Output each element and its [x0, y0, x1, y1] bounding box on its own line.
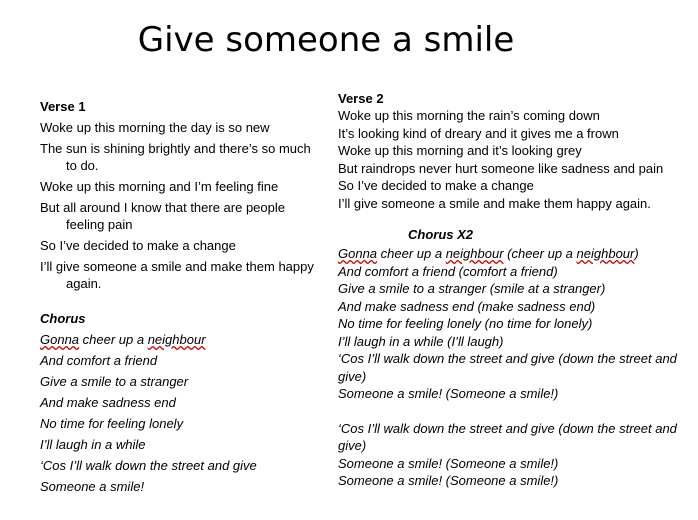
spellcheck-word: neighbour [576, 246, 635, 261]
chorus-x2-line: I’ll laugh in a while (I’ll laugh) [338, 333, 504, 349]
verse-1-line: Woke up this morning the day is so new [40, 120, 270, 135]
verse-1-line: The sun is shining brightly and there’s so much to do. [40, 141, 311, 173]
chorus-line: ‘Cos I’ll walk down the street and give [40, 458, 257, 473]
spellcheck-word: neighbour [147, 332, 206, 347]
verse-1-heading: Verse 1 [40, 99, 86, 114]
chorus-line: And comfort a friend [40, 353, 158, 368]
chorus-line: No time for feeling lonely [40, 416, 184, 431]
verse-1-line: But all around I know that there are people feeling pain [40, 200, 285, 232]
chorus-x2-text: (cheer up a [503, 246, 577, 261]
chorus-x2-line: And comfort a friend (comfort a friend) [338, 263, 558, 279]
chorus-text: cheer up a [79, 332, 148, 347]
verse-2-line: Woke up this morning and it’s looking grey [338, 143, 582, 158]
page-title: Give someone a smile [137, 20, 515, 60]
verse-1-line: I’ll give someone a smile and make them happy again. [40, 259, 314, 291]
right-column [338, 90, 683, 490]
chorus-line: And make sadness end [40, 395, 176, 410]
chorus-x2-line [338, 245, 683, 263]
spellcheck-word: neighbour [445, 246, 504, 261]
verse-1-line: Woke up this morning and I’m feeling fine [40, 179, 279, 194]
verse-2-line: I’ll give someone a smile and make them happy again. [338, 195, 651, 211]
chorus-x2-line: And make sadness end (make sadness end) [338, 298, 596, 314]
spacer [338, 212, 683, 224]
verse-2-line: It’s looking kind of dreary and it gives me a frown [338, 125, 619, 141]
chorus-line: I’ll laugh in a while [40, 437, 146, 452]
chorus-x2-text: cheer up a [377, 246, 446, 261]
spellcheck-word: Gonna [338, 246, 378, 261]
chorus-x2-line: Someone a smile! (Someone a smile!) [338, 455, 559, 471]
verse-1-line: So I’ve decided to make a change [40, 238, 236, 253]
chorus-heading: Chorus [40, 311, 86, 326]
chorus-line: Give a smile to a stranger [40, 374, 189, 389]
verse-2-line: Woke up this morning the rain’s coming down [338, 108, 600, 123]
chorus-line: Someone a smile! [40, 479, 145, 494]
spellcheck-word: Gonna [40, 332, 80, 347]
verse-2-heading: Verse 2 [338, 91, 384, 106]
chorus-x2-line: ‘Cos I’ll walk down the street and give (down the street and give) [338, 351, 677, 384]
chorus-x2-line: Someone a smile! (Someone a smile!) [338, 473, 559, 488]
chorus-line [40, 331, 320, 348]
verse-2-line: But raindrops never hurt someone like sadness and pain [338, 160, 664, 176]
spacer [40, 292, 320, 310]
chorus-x2-line: Give a smile to a stranger (smile at a stranger) [338, 281, 606, 296]
chorus-x2-heading: Chorus X2 [408, 227, 474, 242]
left-column [40, 98, 320, 495]
spacer [338, 403, 683, 420]
chorus-x2-text: ) [634, 246, 639, 261]
verse-2-line: So I’ve decided to make a change [338, 178, 534, 193]
chorus-x2-line: ‘Cos I’ll walk down the street and give (down the street and give) [338, 420, 677, 453]
chorus-x2-line: No time for feeling lonely (no time for lonely) [338, 316, 593, 331]
chorus-x2-line: Someone a smile! (Someone a smile!) [338, 386, 559, 401]
